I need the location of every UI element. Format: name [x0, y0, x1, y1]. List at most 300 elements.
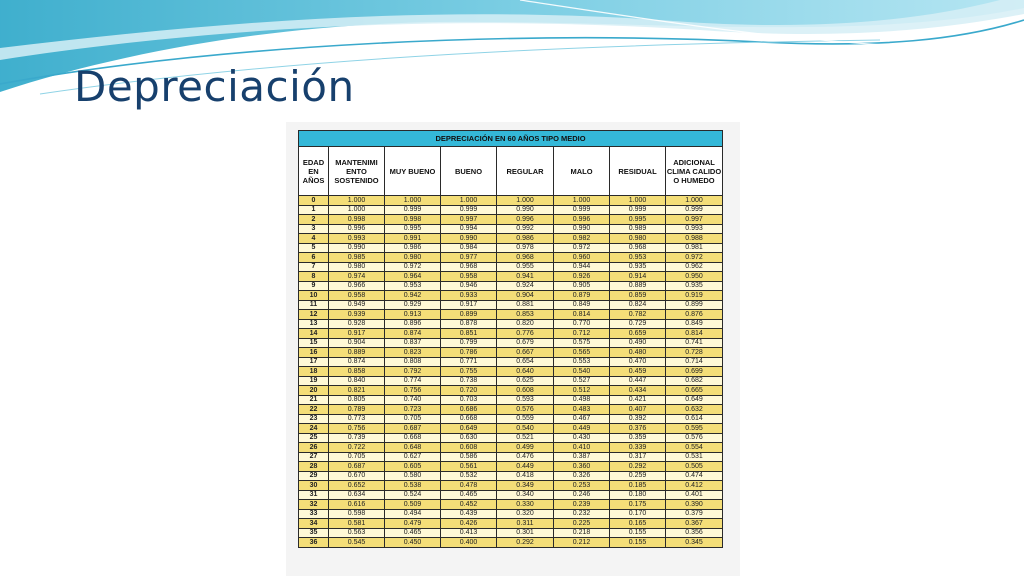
table-row: [299, 528, 723, 538]
value-cell: 0.808: [385, 357, 441, 367]
value-cell: 0.640: [497, 367, 554, 377]
value-cell: 0.687: [329, 462, 385, 472]
value-cell: 0.741: [666, 338, 723, 348]
value-cell: 0.581: [329, 519, 385, 529]
value-cell: 0.820: [497, 319, 554, 329]
table-row: [299, 414, 723, 424]
value-cell: 0.439: [441, 509, 497, 519]
value-cell: 0.997: [441, 215, 497, 225]
value-cell: 0.447: [610, 376, 666, 386]
value-cell: 0.301: [497, 528, 554, 538]
value-cell: 0.356: [666, 528, 723, 538]
table-body: [299, 196, 723, 548]
value-cell: 0.981: [666, 243, 723, 253]
value-cell: 0.993: [666, 224, 723, 234]
value-cell: 0.876: [666, 310, 723, 320]
value-cell: 0.524: [385, 490, 441, 500]
value-cell: 0.476: [497, 452, 554, 462]
value-cell: 1.000: [385, 196, 441, 206]
value-cell: 0.474: [666, 471, 723, 481]
value-cell: 0.999: [554, 205, 610, 215]
value-cell: 0.958: [441, 272, 497, 282]
age-cell: 27: [299, 452, 329, 462]
age-cell: 32: [299, 500, 329, 510]
value-cell: 0.434: [610, 386, 666, 396]
value-cell: 0.904: [497, 291, 554, 301]
value-cell: 0.559: [497, 414, 554, 424]
table-row: [299, 196, 723, 206]
value-cell: 0.978: [497, 243, 554, 253]
column-header: MANTENIMI ENTO SOSTENIDO: [329, 147, 385, 196]
value-cell: 0.722: [329, 443, 385, 453]
value-cell: 0.942: [385, 291, 441, 301]
value-cell: 0.561: [441, 462, 497, 472]
value-cell: 0.465: [441, 490, 497, 500]
value-cell: 0.955: [497, 262, 554, 272]
value-cell: 0.531: [666, 452, 723, 462]
value-cell: 0.576: [497, 405, 554, 415]
value-cell: 0.977: [441, 253, 497, 263]
age-cell: 19: [299, 376, 329, 386]
table-row: [299, 424, 723, 434]
value-cell: 0.980: [385, 253, 441, 263]
value-cell: 0.972: [666, 253, 723, 263]
age-cell: 29: [299, 471, 329, 481]
age-cell: 11: [299, 300, 329, 310]
value-cell: 0.917: [329, 329, 385, 339]
value-cell: 0.988: [666, 234, 723, 244]
value-cell: 0.799: [441, 338, 497, 348]
table-row: [299, 281, 723, 291]
value-cell: 0.960: [554, 253, 610, 263]
value-cell: 0.968: [497, 253, 554, 263]
value-cell: 0.756: [385, 386, 441, 396]
column-header: BUENO: [441, 147, 497, 196]
age-cell: 14: [299, 329, 329, 339]
value-cell: 0.659: [610, 329, 666, 339]
value-cell: 0.738: [441, 376, 497, 386]
value-cell: 0.849: [666, 319, 723, 329]
value-cell: 0.941: [497, 272, 554, 282]
value-cell: 0.705: [329, 452, 385, 462]
value-cell: 0.874: [329, 357, 385, 367]
table-row: [299, 500, 723, 510]
value-cell: 0.540: [554, 367, 610, 377]
value-cell: 0.924: [497, 281, 554, 291]
value-cell: 0.490: [610, 338, 666, 348]
value-cell: 0.614: [666, 414, 723, 424]
table-row: [299, 291, 723, 301]
value-cell: 0.805: [329, 395, 385, 405]
value-cell: 0.326: [554, 471, 610, 481]
value-cell: 0.950: [666, 272, 723, 282]
value-cell: 0.175: [610, 500, 666, 510]
value-cell: 0.949: [329, 300, 385, 310]
column-header: MALO: [554, 147, 610, 196]
value-cell: 0.407: [610, 405, 666, 415]
depreciation-table-image: [286, 122, 740, 576]
table-row: [299, 310, 723, 320]
value-cell: 0.232: [554, 509, 610, 519]
value-cell: 0.933: [441, 291, 497, 301]
age-cell: 6: [299, 253, 329, 263]
value-cell: 0.986: [385, 243, 441, 253]
column-header: ADICIONAL CLIMA CALIDO O HUMEDO: [666, 147, 723, 196]
table-row: [299, 367, 723, 377]
value-cell: 0.413: [441, 528, 497, 538]
age-cell: 4: [299, 234, 329, 244]
age-cell: 17: [299, 357, 329, 367]
table-row: [299, 490, 723, 500]
value-cell: 0.953: [385, 281, 441, 291]
value-cell: 0.974: [329, 272, 385, 282]
value-cell: 0.823: [385, 348, 441, 358]
value-cell: 0.824: [610, 300, 666, 310]
value-cell: 0.990: [497, 205, 554, 215]
value-cell: 0.292: [610, 462, 666, 472]
value-cell: 0.964: [385, 272, 441, 282]
value-cell: 0.527: [554, 376, 610, 386]
age-cell: 16: [299, 348, 329, 358]
value-cell: 0.982: [554, 234, 610, 244]
table-row: [299, 262, 723, 272]
value-cell: 0.782: [610, 310, 666, 320]
value-cell: 0.914: [610, 272, 666, 282]
age-cell: 7: [299, 262, 329, 272]
age-cell: 33: [299, 509, 329, 519]
table-row: [299, 452, 723, 462]
age-cell: 25: [299, 433, 329, 443]
value-cell: 0.712: [554, 329, 610, 339]
value-cell: 0.939: [329, 310, 385, 320]
value-cell: 0.999: [441, 205, 497, 215]
value-cell: 0.996: [497, 215, 554, 225]
value-cell: 0.545: [329, 538, 385, 548]
table-row: [299, 395, 723, 405]
table-row: [299, 205, 723, 215]
value-cell: 0.990: [329, 243, 385, 253]
table-row: [299, 519, 723, 529]
value-cell: 0.993: [329, 234, 385, 244]
value-cell: 0.259: [610, 471, 666, 481]
value-cell: 0.605: [385, 462, 441, 472]
value-cell: 0.874: [385, 329, 441, 339]
value-cell: 0.387: [554, 452, 610, 462]
table-row: [299, 253, 723, 263]
value-cell: 0.392: [610, 414, 666, 424]
value-cell: 0.155: [610, 538, 666, 548]
value-cell: 0.505: [666, 462, 723, 472]
value-cell: 0.995: [385, 224, 441, 234]
value-cell: 0.995: [610, 215, 666, 225]
age-cell: 35: [299, 528, 329, 538]
value-cell: 0.512: [554, 386, 610, 396]
value-cell: 0.699: [666, 367, 723, 377]
value-cell: 0.170: [610, 509, 666, 519]
table-row: [299, 224, 723, 234]
value-cell: 0.996: [554, 215, 610, 225]
age-cell: 9: [299, 281, 329, 291]
table-row: [299, 300, 723, 310]
value-cell: 0.792: [385, 367, 441, 377]
table-row: [299, 538, 723, 548]
value-cell: 0.608: [497, 386, 554, 396]
value-cell: 0.367: [666, 519, 723, 529]
value-cell: 0.467: [554, 414, 610, 424]
value-cell: 0.498: [554, 395, 610, 405]
value-cell: 0.679: [497, 338, 554, 348]
value-cell: 0.450: [385, 538, 441, 548]
value-cell: 0.668: [441, 414, 497, 424]
value-cell: 0.155: [610, 528, 666, 538]
value-cell: 0.859: [610, 291, 666, 301]
value-cell: 0.723: [385, 405, 441, 415]
value-cell: 0.935: [610, 262, 666, 272]
value-cell: 0.670: [329, 471, 385, 481]
value-cell: 0.994: [441, 224, 497, 234]
value-cell: 0.553: [554, 357, 610, 367]
value-cell: 0.728: [666, 348, 723, 358]
value-cell: 0.929: [385, 300, 441, 310]
value-cell: 0.595: [666, 424, 723, 434]
value-cell: 0.714: [666, 357, 723, 367]
value-cell: 0.246: [554, 490, 610, 500]
column-header: MUY BUENO: [385, 147, 441, 196]
value-cell: 0.483: [554, 405, 610, 415]
value-cell: 0.509: [385, 500, 441, 510]
value-cell: 0.705: [385, 414, 441, 424]
value-cell: 1.000: [497, 196, 554, 206]
value-cell: 0.953: [610, 253, 666, 263]
value-cell: 0.426: [441, 519, 497, 529]
value-cell: 0.881: [497, 300, 554, 310]
value-cell: 0.239: [554, 500, 610, 510]
value-cell: 0.449: [554, 424, 610, 434]
value-cell: 0.292: [497, 538, 554, 548]
value-cell: 0.667: [497, 348, 554, 358]
value-cell: 0.499: [497, 443, 554, 453]
column-header: REGULAR: [497, 147, 554, 196]
age-cell: 0: [299, 196, 329, 206]
value-cell: 0.340: [497, 490, 554, 500]
value-cell: 0.739: [329, 433, 385, 443]
age-cell: 34: [299, 519, 329, 529]
table-row: [299, 376, 723, 386]
table-banner: DEPRECIACIÓN EN 60 AÑOS TIPO MEDIO: [299, 131, 723, 147]
value-cell: 0.996: [329, 224, 385, 234]
age-cell: 12: [299, 310, 329, 320]
value-cell: 0.755: [441, 367, 497, 377]
value-cell: 0.400: [441, 538, 497, 548]
value-cell: 0.837: [385, 338, 441, 348]
table-row: [299, 348, 723, 358]
value-cell: 0.756: [329, 424, 385, 434]
value-cell: 0.630: [441, 433, 497, 443]
value-cell: 0.687: [385, 424, 441, 434]
value-cell: 0.821: [329, 386, 385, 396]
table-row: [299, 471, 723, 481]
age-cell: 21: [299, 395, 329, 405]
value-cell: 0.459: [610, 367, 666, 377]
value-cell: 0.218: [554, 528, 610, 538]
value-cell: 0.479: [385, 519, 441, 529]
value-cell: 0.616: [329, 500, 385, 510]
value-cell: 0.652: [329, 481, 385, 491]
age-cell: 10: [299, 291, 329, 301]
value-cell: 0.992: [497, 224, 554, 234]
value-cell: 0.853: [497, 310, 554, 320]
value-cell: 0.627: [385, 452, 441, 462]
value-cell: 0.858: [329, 367, 385, 377]
value-cell: 0.851: [441, 329, 497, 339]
value-cell: 0.878: [441, 319, 497, 329]
value-cell: 0.998: [329, 215, 385, 225]
table-row: [299, 272, 723, 282]
value-cell: 0.593: [497, 395, 554, 405]
value-cell: 0.418: [497, 471, 554, 481]
table-row: [299, 234, 723, 244]
value-cell: 0.935: [666, 281, 723, 291]
depreciation-table: [298, 130, 723, 548]
value-cell: 0.972: [385, 262, 441, 272]
age-cell: 13: [299, 319, 329, 329]
value-cell: 0.390: [666, 500, 723, 510]
table-row: [299, 405, 723, 415]
value-cell: 0.776: [497, 329, 554, 339]
value-cell: 0.320: [497, 509, 554, 519]
value-cell: 1.000: [554, 196, 610, 206]
value-cell: 0.729: [610, 319, 666, 329]
value-cell: 1.000: [610, 196, 666, 206]
value-cell: 0.986: [497, 234, 554, 244]
table-row: [299, 386, 723, 396]
value-cell: 0.668: [385, 433, 441, 443]
value-cell: 0.452: [441, 500, 497, 510]
value-cell: 0.770: [554, 319, 610, 329]
age-cell: 15: [299, 338, 329, 348]
table-row: [299, 443, 723, 453]
value-cell: 0.421: [610, 395, 666, 405]
value-cell: 0.980: [610, 234, 666, 244]
value-cell: 1.000: [329, 196, 385, 206]
value-cell: 0.580: [385, 471, 441, 481]
value-cell: 0.926: [554, 272, 610, 282]
age-cell: 30: [299, 481, 329, 491]
value-cell: 0.586: [441, 452, 497, 462]
age-cell: 26: [299, 443, 329, 453]
value-cell: 0.253: [554, 481, 610, 491]
value-cell: 0.999: [610, 205, 666, 215]
value-cell: 0.608: [441, 443, 497, 453]
age-cell: 36: [299, 538, 329, 548]
value-cell: 0.904: [329, 338, 385, 348]
value-cell: 0.376: [610, 424, 666, 434]
table-row: [299, 243, 723, 253]
value-cell: 0.632: [666, 405, 723, 415]
value-cell: 0.649: [441, 424, 497, 434]
value-cell: 1.000: [329, 205, 385, 215]
value-cell: 0.521: [497, 433, 554, 443]
value-cell: 0.962: [666, 262, 723, 272]
value-cell: 0.913: [385, 310, 441, 320]
value-cell: 0.720: [441, 386, 497, 396]
value-cell: 1.000: [666, 196, 723, 206]
value-cell: 0.634: [329, 490, 385, 500]
value-cell: 0.879: [554, 291, 610, 301]
value-cell: 0.966: [329, 281, 385, 291]
value-cell: 0.339: [610, 443, 666, 453]
value-cell: 0.470: [610, 357, 666, 367]
value-cell: 0.538: [385, 481, 441, 491]
value-cell: 0.654: [497, 357, 554, 367]
table-row: [299, 481, 723, 491]
value-cell: 0.999: [666, 205, 723, 215]
table-row: [299, 462, 723, 472]
value-cell: 0.225: [554, 519, 610, 529]
age-cell: 28: [299, 462, 329, 472]
value-cell: 0.165: [610, 519, 666, 529]
value-cell: 0.465: [385, 528, 441, 538]
value-cell: 0.917: [441, 300, 497, 310]
value-cell: 0.565: [554, 348, 610, 358]
value-cell: 0.946: [441, 281, 497, 291]
value-cell: 0.554: [666, 443, 723, 453]
value-cell: 0.814: [554, 310, 610, 320]
value-cell: 0.449: [497, 462, 554, 472]
value-cell: 0.360: [554, 462, 610, 472]
age-cell: 24: [299, 424, 329, 434]
table-row: [299, 338, 723, 348]
value-cell: 0.576: [666, 433, 723, 443]
value-cell: 0.968: [441, 262, 497, 272]
value-cell: 0.984: [441, 243, 497, 253]
value-cell: 0.972: [554, 243, 610, 253]
value-cell: 0.889: [329, 348, 385, 358]
value-cell: 0.740: [385, 395, 441, 405]
value-cell: 0.532: [441, 471, 497, 481]
value-cell: 0.889: [610, 281, 666, 291]
value-cell: 0.899: [441, 310, 497, 320]
value-cell: 0.771: [441, 357, 497, 367]
value-cell: 0.311: [497, 519, 554, 529]
value-cell: 0.703: [441, 395, 497, 405]
value-cell: 0.317: [610, 452, 666, 462]
value-cell: 0.540: [497, 424, 554, 434]
value-cell: 0.814: [666, 329, 723, 339]
value-cell: 0.575: [554, 338, 610, 348]
value-cell: 0.649: [666, 395, 723, 405]
value-cell: 0.686: [441, 405, 497, 415]
value-cell: 0.928: [329, 319, 385, 329]
value-cell: 0.430: [554, 433, 610, 443]
value-cell: 0.379: [666, 509, 723, 519]
value-cell: 0.180: [610, 490, 666, 500]
value-cell: 0.985: [329, 253, 385, 263]
table-header-row: [299, 147, 723, 196]
value-cell: 0.896: [385, 319, 441, 329]
value-cell: 0.789: [329, 405, 385, 415]
value-cell: 0.648: [385, 443, 441, 453]
value-cell: 0.625: [497, 376, 554, 386]
value-cell: 0.968: [610, 243, 666, 253]
value-cell: 0.478: [441, 481, 497, 491]
slide-title: Depreciación: [74, 62, 355, 111]
value-cell: 0.990: [554, 224, 610, 234]
value-cell: 0.185: [610, 481, 666, 491]
column-header: EDAD EN AÑOS: [299, 147, 329, 196]
age-cell: 5: [299, 243, 329, 253]
value-cell: 0.598: [329, 509, 385, 519]
